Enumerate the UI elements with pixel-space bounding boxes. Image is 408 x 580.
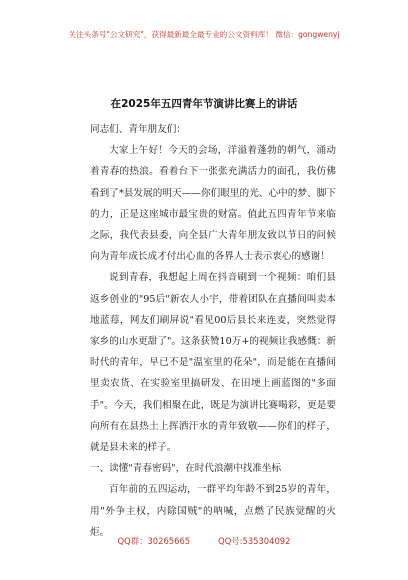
document-title: 在2025年五四青年节演讲比赛上的讲话: [110, 98, 298, 110]
footer-qq-group: QQ群：30265665: [117, 536, 191, 546]
salutation: 同志们、青年朋友们：: [90, 124, 186, 135]
footer-qq-number: QQ号:535304092: [218, 536, 291, 546]
paragraph-youth-story: 说到青春，我想起上周在抖音刷到一个视频：咱们县返乡创业的"95后"新农人小宇，带着团队在直播间叫卖本地蓝莓，网友们刷屏说"看见00后县长来连麦，突然觉得家乡的山水更甜了"。这条获赞10万+的视频让我感慨：新时代的青年，早已不是"温室里的花朵"，而是能在直播间里卖农货、在实验室里搞研发、在田埂上画蓝图的"多面手"。今天，我们相聚在此，既是为演讲比赛喝彩，更是要向所有在县热土上挥洒汗水的青年致敬——你们的样子，就是县未来的样子。: [90, 272, 336, 454]
header-banner: 关注头条号"公文研究"，获得最新最全最专业的公文资料库！ 微信：gongwenyj: [68, 30, 340, 39]
section-heading: 一、读懂"青春密码"，在时代浪潮中找准坐标: [90, 463, 282, 475]
paragraph-section-one: 百年前的五四运动，一群平均年龄不到25岁的青年，用"外争主权，内除国贼"的呐喊，点燃了民族觉醒的火炬。: [90, 484, 336, 538]
footer-contact: [0, 535, 408, 547]
document-body: [90, 119, 336, 543]
paragraph-opening: 大家上午好！今天的会场，洋溢着蓬勃的朝气，涌动着青春的热浪。看着台下一张张充满活力的面孔，我仿佛看到了*县发展的明天——你们眼里的光、心中的梦、脚下的力，正是这座城市最宝贵的财富。值此五四青年节来临之际，我代表县委，向全县广大青年朋友致以节日的问候向为青年成长成才付出心血的各界人士表示衷心的感谢！: [90, 145, 336, 263]
